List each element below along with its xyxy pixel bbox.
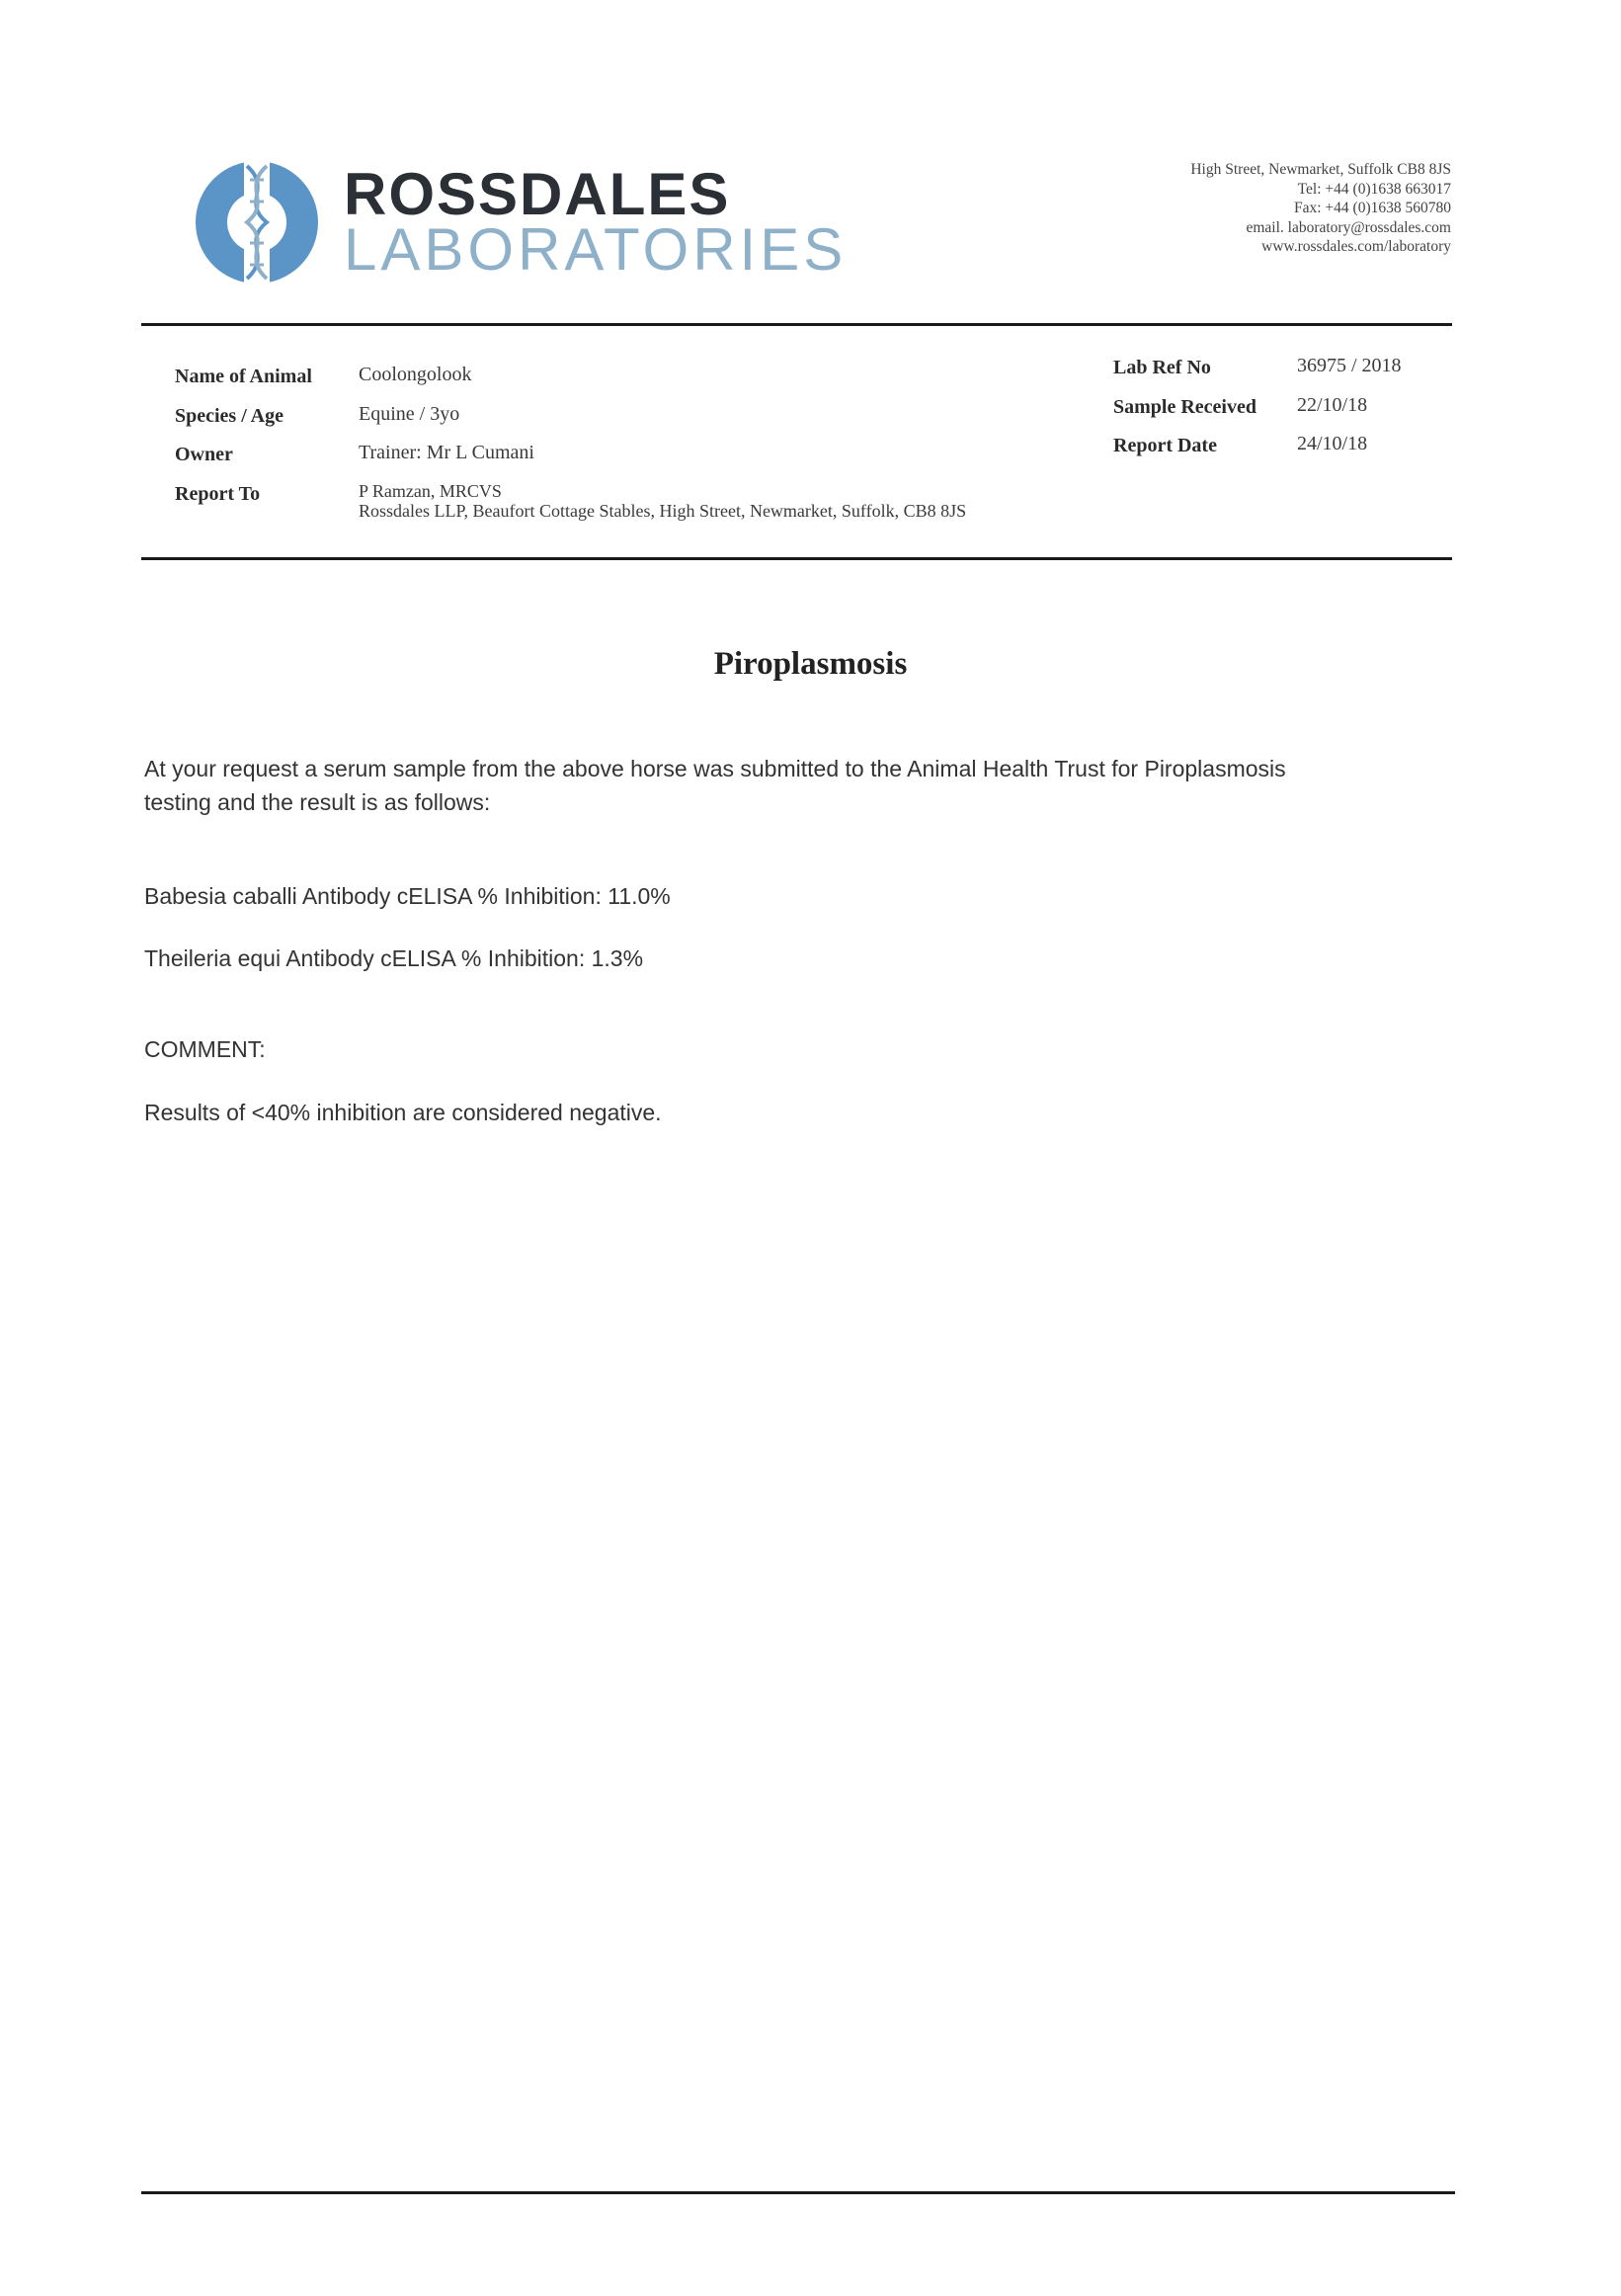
- fax-line: Fax: +44 (0)1638 560780: [1294, 200, 1451, 216]
- sample-received-value: 22/10/18: [1297, 394, 1368, 416]
- comment-text: Results of <40% inhibition are considered negative.: [144, 1100, 662, 1125]
- species-age-label: Species / Age: [175, 405, 284, 427]
- name-of-animal-value: Coolongolook: [359, 364, 472, 385]
- report-date-value: 24/10/18: [1297, 433, 1368, 454]
- brand-name-line1: ROSSDALES: [344, 161, 731, 227]
- header-divider: [141, 323, 1452, 326]
- report-to-label: Report To: [175, 483, 261, 505]
- report-date-label: Report Date: [1113, 435, 1217, 456]
- website-line: www.rossdales.com/laboratory: [1261, 238, 1451, 255]
- brand-name-line2: LABORATORIES: [344, 216, 848, 283]
- lab-ref-label: Lab Ref No: [1113, 357, 1211, 378]
- footer-divider: [141, 2191, 1455, 2194]
- address-block: [1190, 160, 1451, 257]
- name-of-animal-label: Name of Animal: [175, 366, 312, 387]
- sample-received-label: Sample Received: [1113, 396, 1256, 418]
- owner-label: Owner: [175, 444, 233, 465]
- details-divider: [141, 557, 1452, 560]
- email-line: email. laboratory@rossdales.com: [1246, 218, 1451, 236]
- intro-text-line2: testing and the result is as follows:: [144, 789, 491, 815]
- report-to-name: P Ramzan, MRCVS: [359, 481, 502, 501]
- result-babesia: Babesia caballi Antibody cELISA % Inhibition: 11.0%: [144, 883, 671, 909]
- species-age-value: Equine / 3yo: [359, 403, 460, 425]
- report-title: Piroplasmosis: [713, 646, 908, 682]
- intro-text-line1: At your request a serum sample from the above horse was submitted to the Animal Health Trust for Piroplasmosis: [144, 756, 1286, 781]
- address-line: High Street, Newmarket, Suffolk CB8 8JS: [1190, 161, 1451, 178]
- result-theileria: Theileria equi Antibody cELISA % Inhibition: 1.3%: [144, 945, 644, 971]
- phone-line: Tel: +44 (0)1638 663017: [1297, 180, 1451, 198]
- report-to-address: Rossdales LLP, Beaufort Cottage Stables, High Street, Newmarket, Suffolk, CB8 8JS: [359, 501, 967, 521]
- owner-value: Trainer: Mr L Cumani: [359, 442, 534, 463]
- dna-logo-icon: [193, 158, 321, 287]
- comment-label: COMMENT:: [144, 1036, 266, 1062]
- lab-ref-value: 36975 / 2018: [1297, 355, 1402, 376]
